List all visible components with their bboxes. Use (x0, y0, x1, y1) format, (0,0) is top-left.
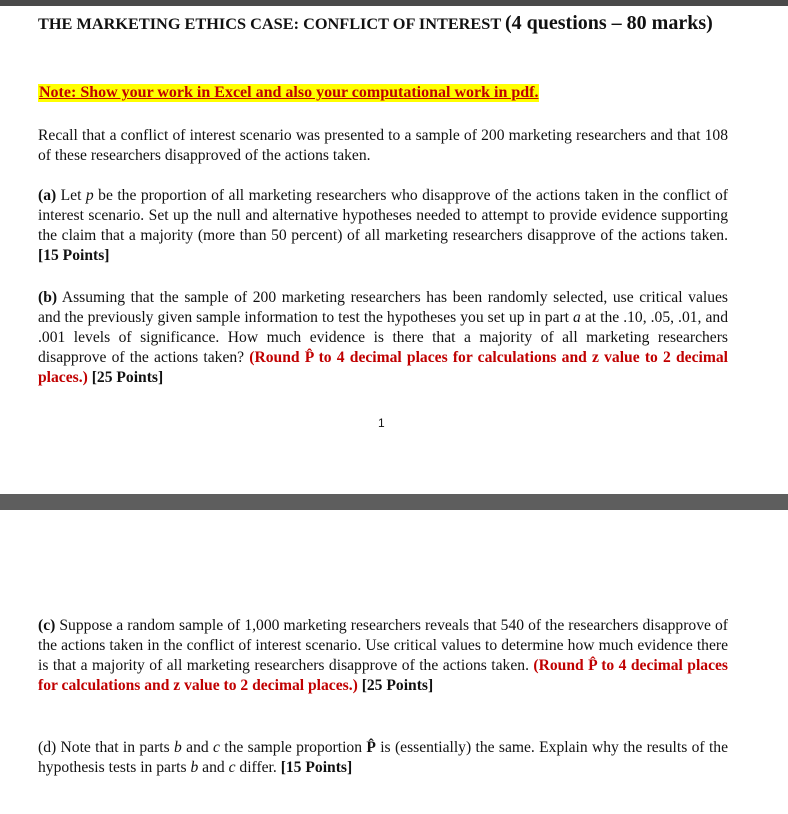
question-d (38, 738, 728, 778)
question-b (38, 288, 728, 388)
question-c-text: Suppose a random sample of 1,000 marketing researchers reveals that 540 of the researchers disapprove of the actions taken in the conflict of interest scenario. Use critical values to determine how much evidence there is that a majority of all marketing researchers disapprove of the actions taken. (38, 617, 728, 674)
question-b-text: Assuming that the sample of 200 marketing researchers has been randomly selected, use critical values and the previously given sample information to test the hypotheses you set up in part (38, 289, 728, 326)
variable-c: c (213, 739, 220, 756)
question-d-and-2: and (198, 759, 229, 776)
question-d-label: (d) (38, 739, 57, 756)
question-d-points: [15 Points] (280, 759, 353, 776)
p-hat-symbol: P̂ (366, 739, 376, 756)
question-d-text-4: differ. (235, 759, 281, 776)
variable-c-2: c (228, 759, 236, 776)
case-title (38, 12, 713, 35)
page-number: 1 (378, 416, 385, 430)
question-b-text-cont: at the .10, .05, .01, and .001 levels of significance. How much evidence is there that a majority of all marketing researchers disapprove of the actions taken? (38, 309, 728, 366)
question-d-text: Note that in parts (56, 739, 175, 756)
question-a-text-cont: be the proportion of all marketing researchers who disapprove of the actions taken in the conflict of interest scenario. Set up the null and alternative hypotheses needed to attempt to provide evidence supporting the claim that a majority (more than 50 percent) of all marketing researchers disapprove of the actions taken. (38, 187, 729, 244)
question-b-rounding: (Round P̂ to 4 decimal places for calculations and z value to 2 decimal places.) (38, 349, 728, 386)
variable-b-2: b (190, 759, 199, 776)
instruction-note: Note: Show your work in Excel and also your computational work in pdf. (39, 84, 539, 101)
question-d-text-2: the sample proportion (219, 739, 367, 756)
question-d-and: and (181, 739, 214, 756)
intro-paragraph: Recall that a conflict of interest scenario was presented to a sample of 200 marketing researchers and that 108 of these researchers disapproved of the actions taken. (38, 127, 728, 164)
question-a (38, 186, 728, 266)
case-title-marks: (4 questions – 80 marks) (504, 12, 713, 34)
variable-b: b (174, 739, 182, 756)
variable-p: p (85, 187, 94, 204)
document-page-1 (0, 6, 788, 494)
question-c-rounding: (Round P̂ to 4 decimal places for calculations and z value to 2 decimal places.) (38, 657, 728, 694)
page-separator (0, 494, 788, 510)
question-c-label: (c) (38, 617, 56, 634)
question-b-points: [25 Points] (87, 369, 164, 386)
question-c (38, 616, 728, 696)
question-d-text-3: is (essentially) the same. Explain why the results of the hypothesis tests in parts (38, 739, 729, 776)
variable-a: a (573, 309, 581, 326)
case-title-main: THE MARKETING ETHICS CASE: CONFLICT OF INTEREST (38, 14, 505, 33)
document-page-2 (0, 510, 788, 814)
question-b-label: (b) (38, 289, 58, 306)
question-a-label: (a) (38, 187, 57, 204)
question-a-text: Let (56, 187, 86, 204)
question-c-points: [25 Points] (357, 677, 434, 694)
question-a-points: [15 Points] (38, 247, 110, 264)
